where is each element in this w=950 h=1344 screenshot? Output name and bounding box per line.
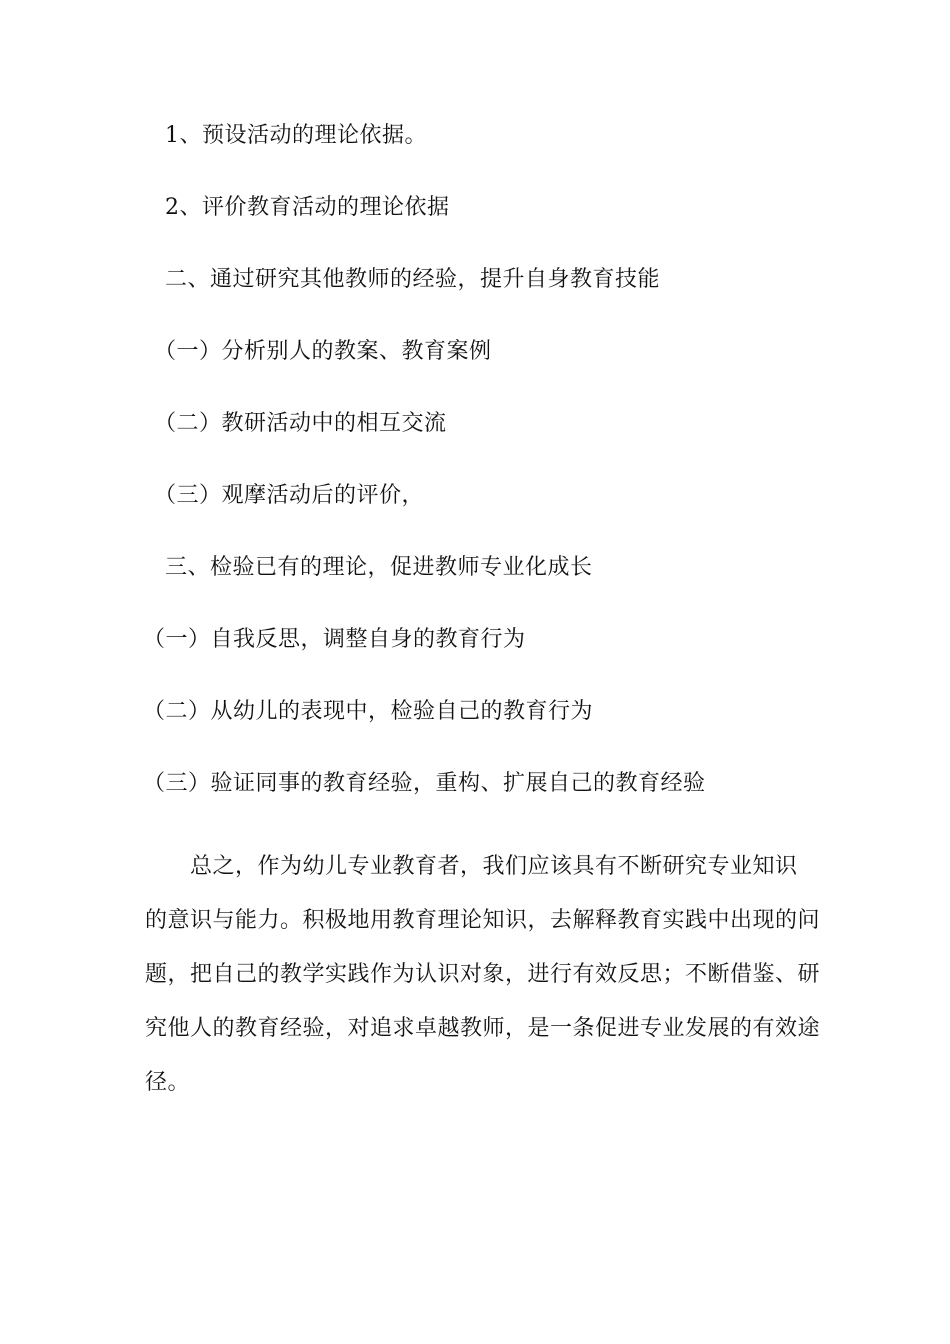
list-item: （二）教研活动中的相互交流 <box>154 411 447 436</box>
list-item: （二）从幼儿的表现中，检验自己的教育行为 <box>143 699 594 724</box>
section-heading: 二、通过研究其他教师的经验，提升自身教育技能 <box>165 267 661 292</box>
list-item: （一）分析别人的教案、教育案例 <box>154 339 492 364</box>
summary-paragraph <box>145 840 821 1110</box>
list-item: （三）观摩活动后的评价， <box>154 483 425 508</box>
paragraph-line: 题，把自己的教学实践作为认识对象，进行有效反思；不断借鉴、研 <box>145 962 821 987</box>
list-item: 2、评价教育活动的理论依据 <box>165 195 450 220</box>
paragraph-line: 的意识与能力。积极地用教育理论知识，去解释教育实践中出现的问 <box>145 908 821 933</box>
list-item: （三）验证同事的教育经验，重构、扩展自己的教育经验 <box>143 771 706 796</box>
paragraph-line: 总之，作为幼儿专业教育者，我们应该具有不断研究专业知识 <box>145 854 798 879</box>
paragraph-line: 径。 <box>145 1070 191 1095</box>
section-heading: 三、检验已有的理论，促进教师专业化成长 <box>165 555 593 580</box>
paragraph-line: 究他人的教育经验，对追求卓越教师，是一条促进专业发展的有效途 <box>145 1016 821 1041</box>
list-item: 1、预设活动的理论依据。 <box>165 123 427 148</box>
list-item: （一）自我反思，调整自身的教育行为 <box>143 627 526 652</box>
